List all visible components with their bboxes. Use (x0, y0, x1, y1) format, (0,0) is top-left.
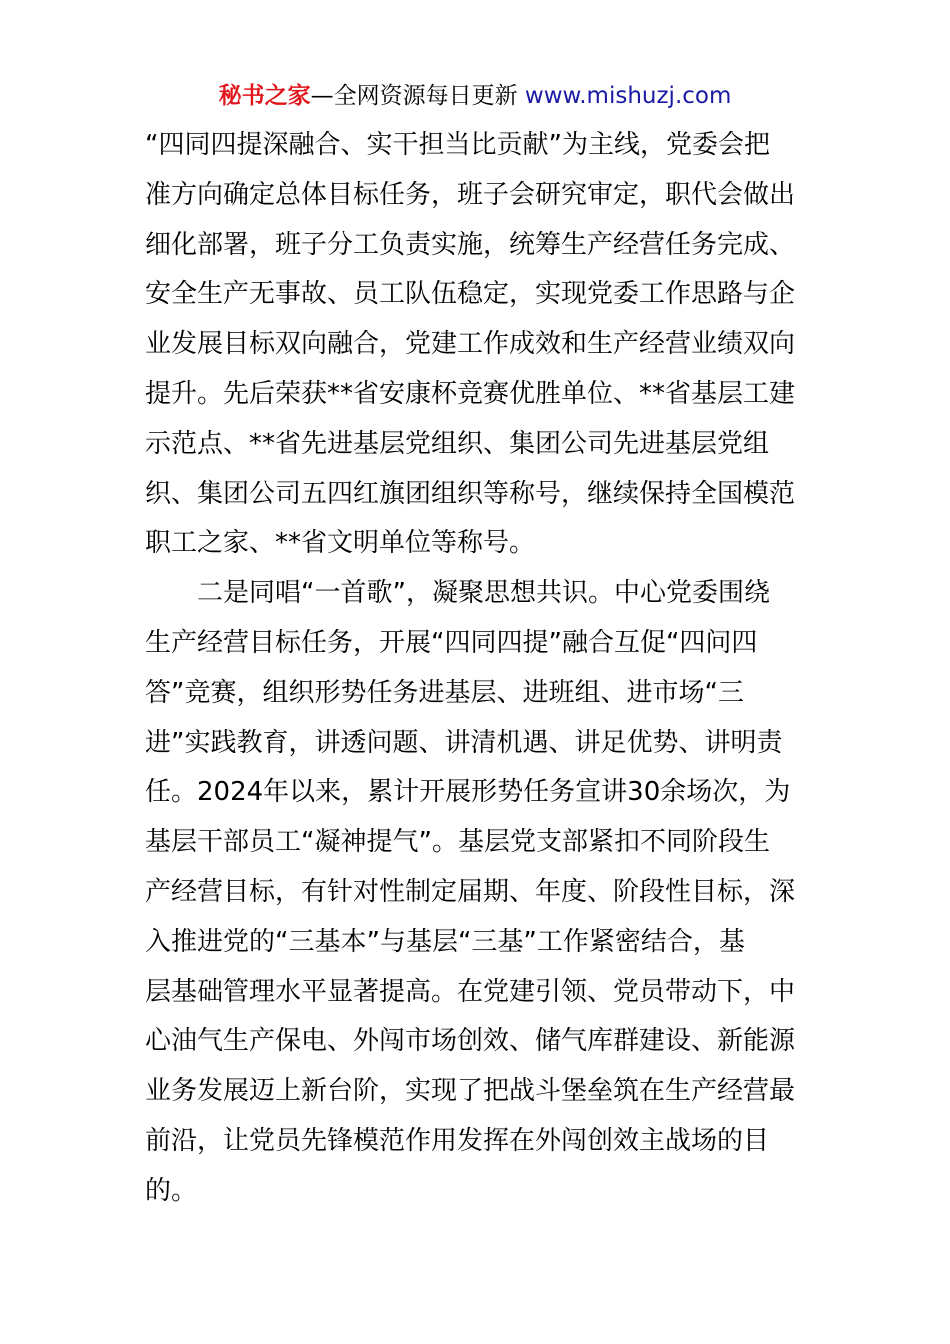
text-line: 产经营目标，有针对性制定届期、年度、阶段性目标，深 (145, 876, 796, 907)
text-line: 基层干部员工“凝神提气”。基层党支部紧扣不同阶段生 (145, 827, 770, 858)
text-line: 示范点、**省先进基层党组织、集团公司先进基层党组 (145, 428, 770, 459)
text-line: 职工之家、**省文明单位等称号。 (145, 528, 536, 559)
text-line: 二是同唱“一首歌”，凝聚思想共识。中心党委围绕 (197, 578, 770, 609)
text-line: 安全生产无事故、员工队伍稳定，实现党委工作思路与企 (145, 279, 796, 310)
text-line: 细化部署，班子分工负责实施，统筹生产经营任务完成、 (145, 229, 796, 260)
website-url[interactable]: www.mishuzj.com (524, 83, 732, 109)
text-line: 入推进党的“三基本”与基层“三基”工作紧密结合，基 (145, 926, 745, 957)
brand-name: 秘书之家 (218, 83, 311, 109)
paragraph (145, 569, 807, 1216)
text-line: 业务发展迈上新台阶，实现了把战斗堡垒筑在生产经营最 (145, 1076, 796, 1107)
text-line: 心油气生产保电、外闯市场创效、储气库群建设、新能源 (145, 1026, 796, 1057)
text-line: “四同四提深融合、实干担当比贡献”为主线，党委会把 (145, 130, 770, 160)
text-line: 进”实践教育，讲透问题、讲清机遇、讲足优势、讲明责 (145, 727, 783, 758)
text-line: 答”竞赛，组织形势任务进基层、进班组、进市场“三 (145, 677, 744, 708)
text-line: 提升。先后荣获**省安康杯竞赛优胜单位、**省基层工建 (145, 378, 796, 409)
text-line: 前沿，让党员先锋模范作用发挥在外闯创效主战场的目 (145, 1125, 770, 1156)
page-header (0, 80, 950, 112)
text-line: 的。 (145, 1175, 198, 1206)
text-line: 生产经营目标任务，开展“四同四提”融合互促“四问四 (145, 627, 758, 658)
text-line: 织、集团公司五四红旗团组织等称号，继续保持全国模范 (145, 478, 796, 509)
text-line: 层基础管理水平显著提高。在党建引领、党员带动下，中 (145, 976, 796, 1007)
paragraph (145, 121, 807, 569)
text-line: 任。2024年以来，累计开展形势任务宣讲30余场次，为 (145, 777, 791, 808)
text-line: 业发展目标双向融合，党建工作成效和生产经营业绩双向 (145, 329, 796, 360)
header-tagline: —全网资源每日更新 (310, 83, 518, 109)
text-line: 准方向确定总体目标任务，班子会研究审定，职代会做出 (145, 179, 796, 210)
document-body (145, 121, 807, 1217)
